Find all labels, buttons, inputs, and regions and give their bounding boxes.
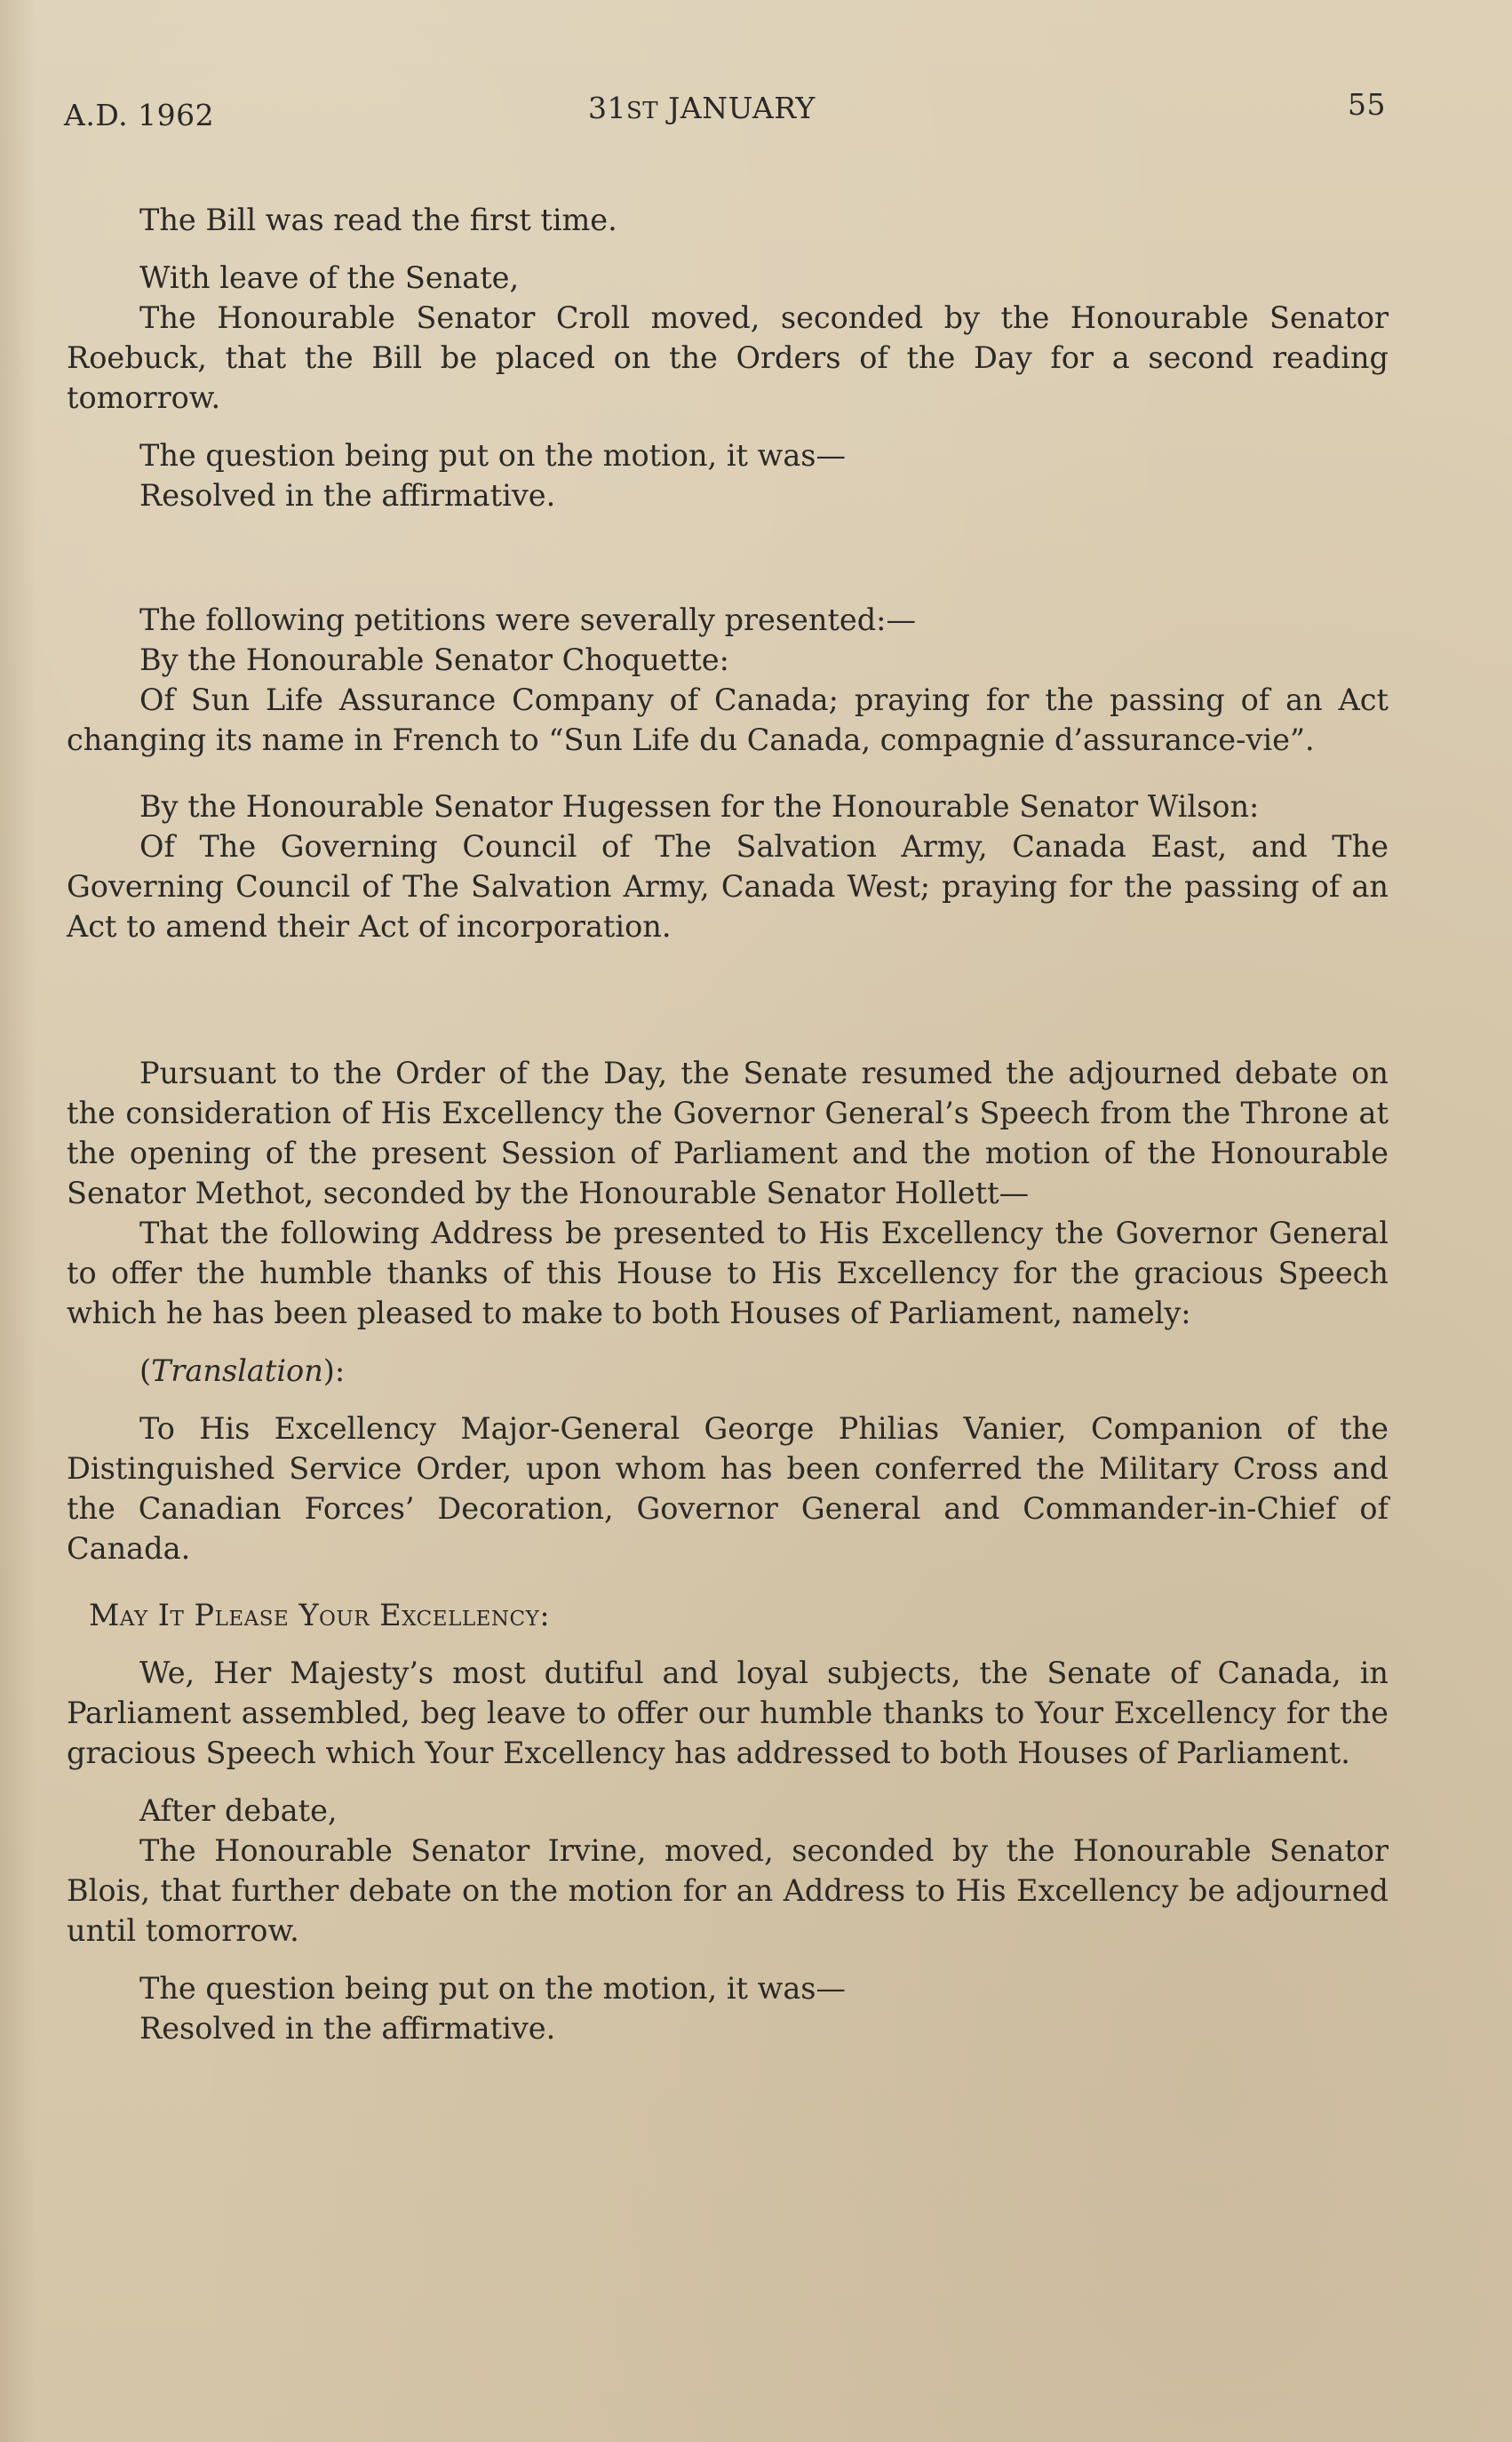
paragraph-address: That the following Address be presented to His Excellency the Governor General to offer the humble thanks of this House to His Excellency for the gracious Speech which he has been pleased to make to both Houses of Parliament, namely: [67, 1216, 1389, 1330]
paragraph-resolved: Resolved in the affirmative. [139, 478, 556, 513]
document-body [67, 200, 1389, 2048]
header-year: A.D. 1962 [64, 98, 215, 132]
page-number: 55 [1348, 87, 1386, 122]
translation-label: (Translation): [139, 1353, 346, 1388]
paragraph-order-of-day: Pursuant to the Order of the Day, the Senate resumed the adjourned debate on the consideration of His Excellency the Governor General’s Speech from the Throne at the opening of the present Session of Parliament and the motion of the Honourable Senator Methot, seconded by the Honourable Senator Hollett— [67, 1056, 1389, 1210]
paragraph-first-reading: The Bill was read the first time. [139, 203, 617, 237]
translation-word: Translation [151, 1353, 323, 1388]
paragraph-question: The question being put on the motion, it was— [139, 438, 847, 473]
paragraph-petitions-intro: The following petitions were severally presented:— [139, 603, 916, 637]
paragraph-croll-motion: The Honourable Senator Croll moved, seconded by the Honourable Senator Roebuck, that the Bill be placed on the Orders of the Day for a second reading tomorrow. [67, 300, 1389, 415]
paragraph-leave: With leave of the Senate, [139, 260, 520, 295]
paragraph-to-his-excellency: To His Excellency Major-General George Philias Vanier, Companion of the Distinguished Service Order, upon whom has been conferred the Military Cross and the Canadian Forces’ Decoration, Governor General and Commander-in-Chief of Canada. [67, 1411, 1389, 1566]
paragraph-irvine-motion: The Honourable Senator Irvine, moved, seconded by the Honourable Senator Blois, that further debate on the motion for an Address to His Excellency be adjourned until tomorrow. [67, 1833, 1389, 1948]
page-header [64, 87, 1386, 132]
salutation: May It Please Your Excellency: [89, 1598, 551, 1632]
header-date-month: JANUARY [658, 91, 816, 125]
header-date-suffix: ST [626, 98, 659, 124]
paragraph-resolved-2: Resolved in the affirmative. [139, 2011, 556, 2046]
paragraph-sun-life-petition: Of Sun Life Assurance Company of Canada; praying for the passing of an Act changing its name in French to “Sun Life du Canada, compagnie d’assurance-vie”. [67, 682, 1389, 757]
paragraph-loyal-subjects: We, Her Majesty’s most dutiful and loyal subjects, the Senate of Canada, in Parliament assembled, beg leave to offer our humble thanks to Your Excellency for the gracious Speech which Your Excellency has addressed to both Houses of Parliament. [67, 1656, 1389, 1770]
paragraph-after-debate: After debate, [139, 1793, 338, 1828]
header-date-day: 31 [588, 91, 626, 125]
paragraph-hugessen: By the Honourable Senator Hugessen for the Honourable Senator Wilson: [139, 789, 1260, 824]
paragraph-question-2: The question being put on the motion, it was— [139, 1971, 847, 2006]
header-date [588, 91, 816, 125]
paragraph-salvation-army-petition: Of The Governing Council of The Salvation Army, Canada East, and The Governing Council of The Salvation Army, Canada West; praying for the passing of an Act to amend their Act of incorporation. [67, 829, 1389, 944]
paragraph-choquette: By the Honourable Senator Choquette: [139, 642, 729, 677]
